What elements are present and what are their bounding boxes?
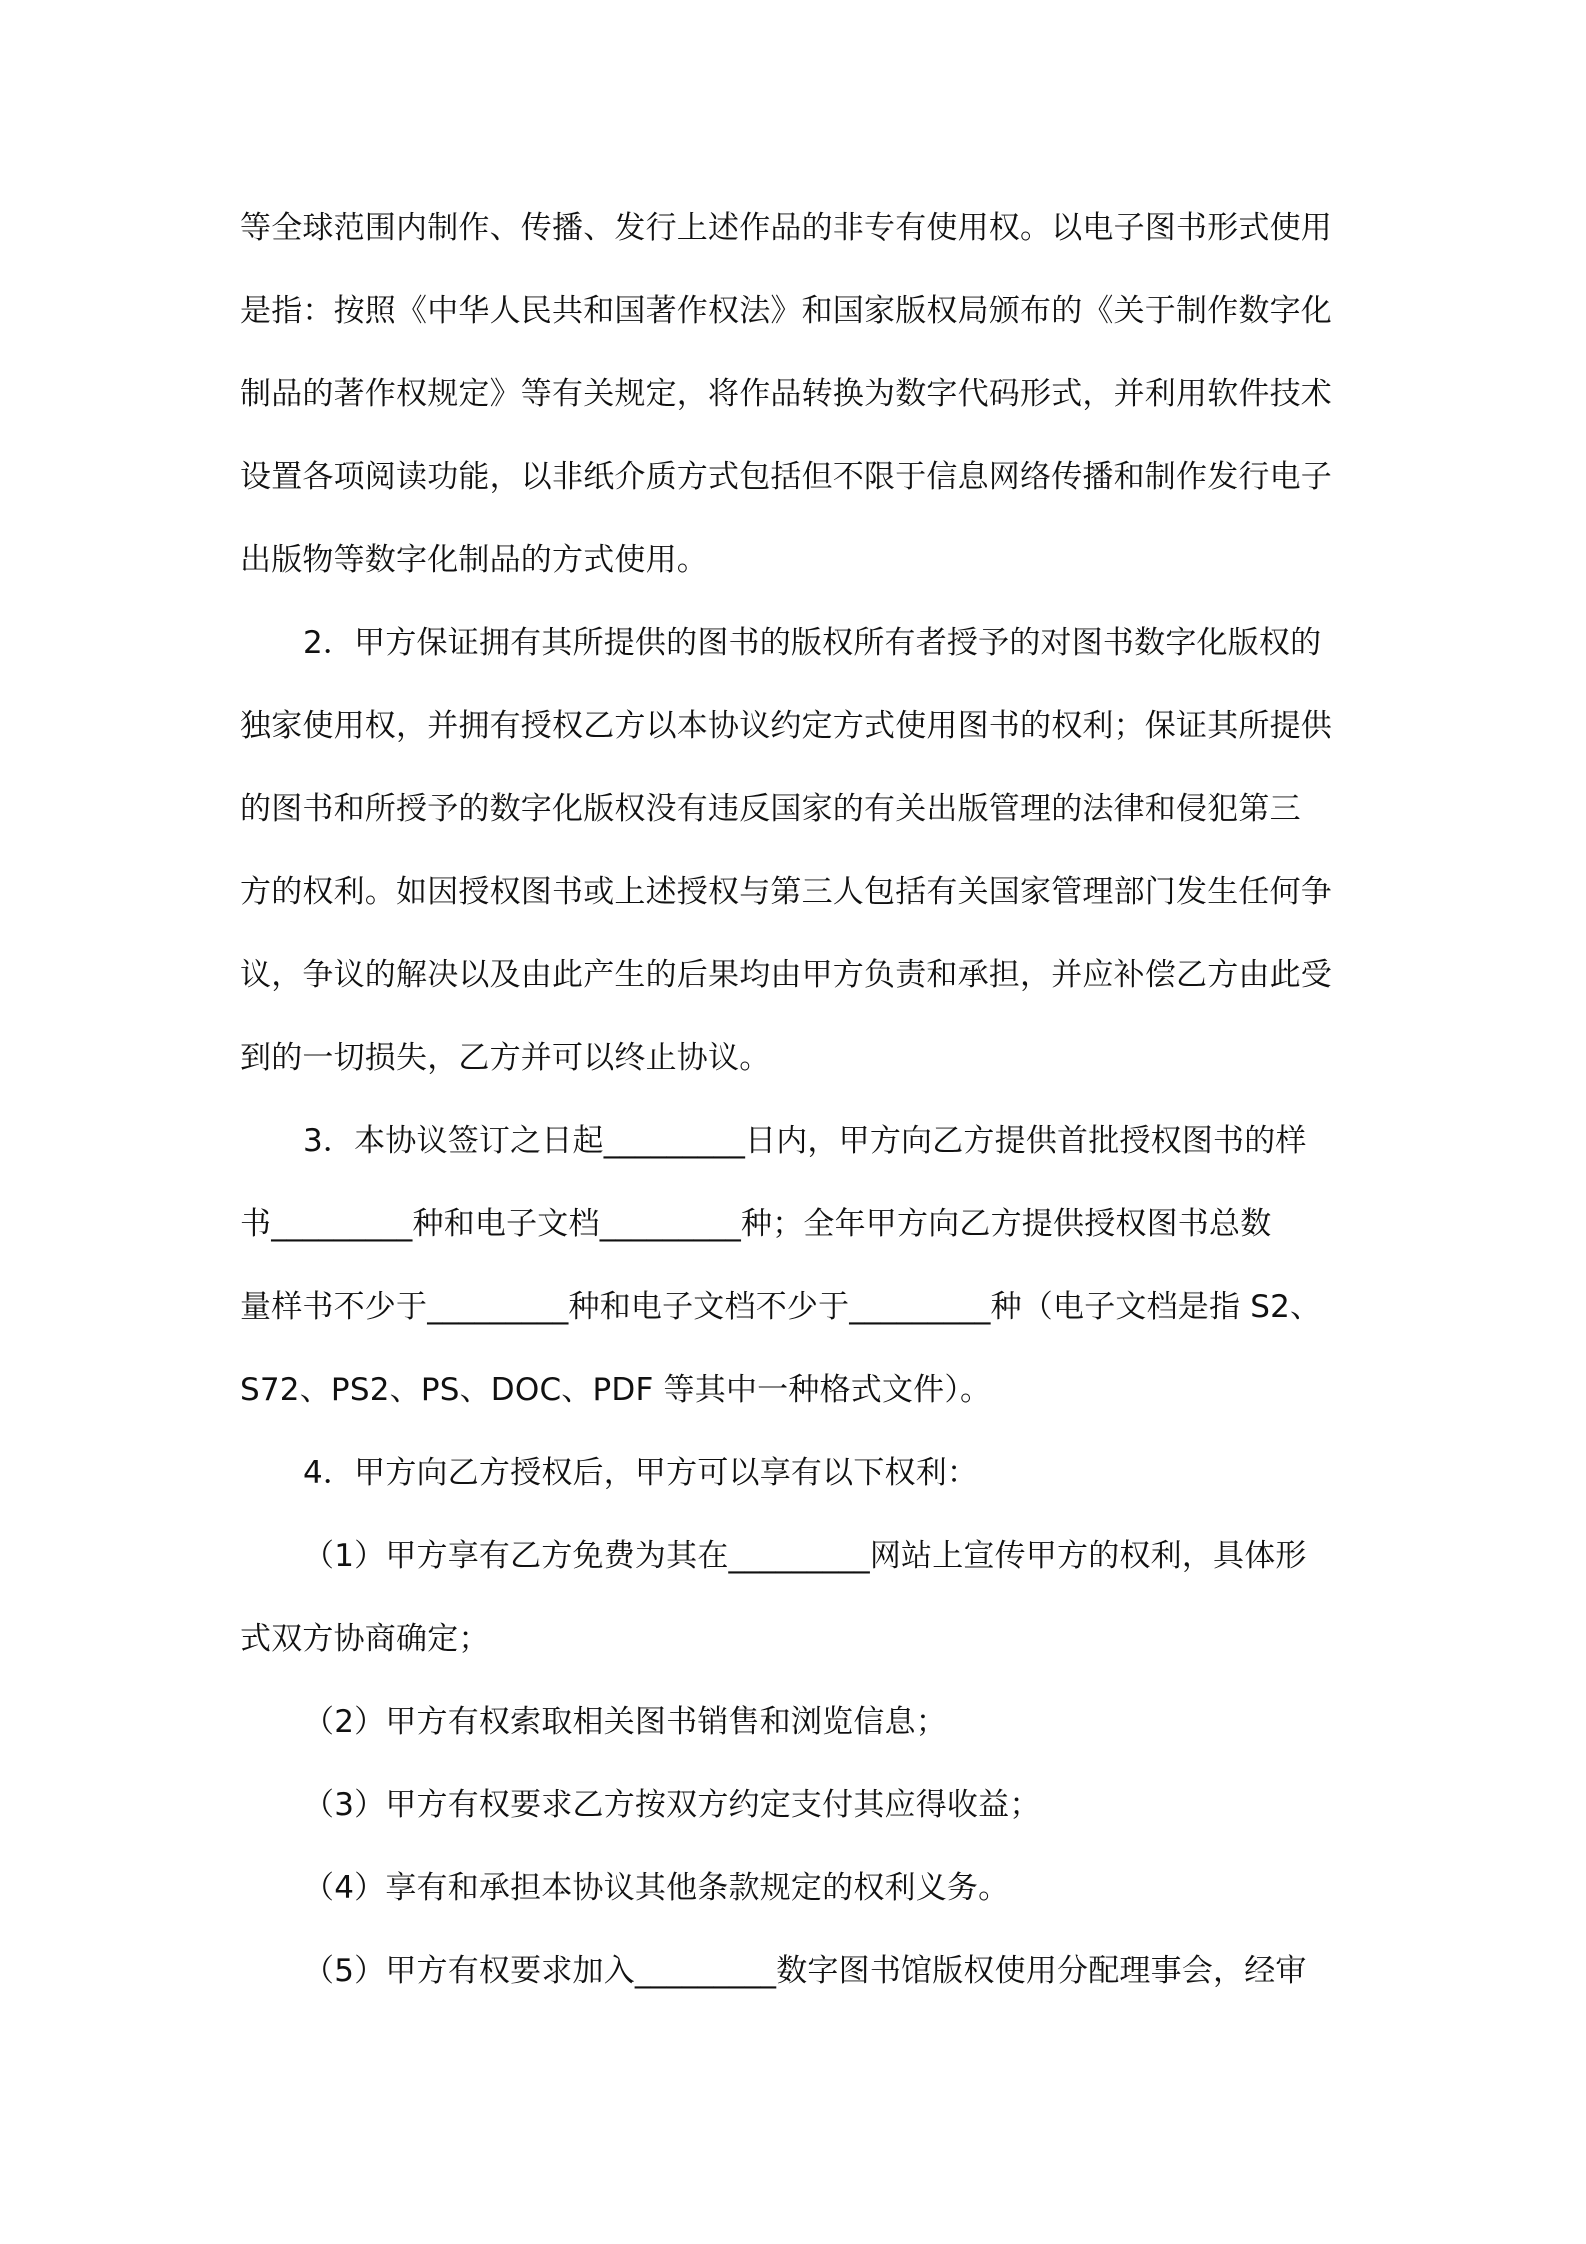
paragraph-line: 制品的著作权规定》等有关规定，将作品转换为数字代码形式，并利用软件技术 <box>240 376 1332 412</box>
sub-item-2: （2）甲方有权索取相关图书销售和浏览信息； <box>303 1704 947 1740</box>
sub-item-1-line: （1）甲方享有乙方免费为其在_________网站上宣传甲方的权利，具体形 <box>303 1538 1307 1574</box>
clause-3-line: 3．本协议签订之日起_________日内，甲方向乙方提供首批授权图书的样 <box>303 1123 1307 1159</box>
paragraph-line: 是指：按照《中华人民共和国著作权法》和国家版权局颁布的《关于制作数字化 <box>240 293 1332 329</box>
sub-item-5: （5）甲方有权要求加入_________数字图书馆版权使用分配理事会，经审 <box>303 1953 1307 1989</box>
clause-2-line: 议，争议的解决以及由此产生的后果均由甲方负责和承担，并应补偿乙方由此受 <box>240 957 1332 993</box>
clause-2-line: 2．甲方保证拥有其所提供的图书的版权所有者授予的对图书数字化版权的 <box>303 625 1322 661</box>
clause-4-heading: 4．甲方向乙方授权后，甲方可以享有以下权利： <box>303 1455 979 1491</box>
paragraph-line: 等全球范围内制作、传播、发行上述作品的非专有使用权。以电子图书形式使用 <box>240 210 1332 246</box>
clause-2-line: 方的权利。如因授权图书或上述授权与第三人包括有关国家管理部门发生任何争 <box>240 874 1332 910</box>
clause-3-line: 量样书不少于_________种和电子文档不少于_________种（电子文档是指 S2、 <box>240 1289 1322 1325</box>
clause-2-line: 独家使用权，并拥有授权乙方以本协议约定方式使用图书的权利；保证其所提供 <box>240 708 1332 744</box>
paragraph-line: 出版物等数字化制品的方式使用。 <box>240 542 708 578</box>
paragraph-line: 设置各项阅读功能，以非纸介质方式包括但不限于信息网络传播和制作发行电子 <box>240 459 1332 495</box>
clause-3-line: 书_________种和电子文档_________种；全年甲方向乙方提供授权图书总数 <box>240 1206 1272 1242</box>
sub-item-3: （3）甲方有权要求乙方按双方约定支付其应得收益； <box>303 1787 1041 1823</box>
clause-2-line: 到的一切损失，乙方并可以终止协议。 <box>240 1040 771 1076</box>
sub-item-4: （4）享有和承担本协议其他条款规定的权利义务。 <box>303 1870 1010 1906</box>
sub-item-1-line: 式双方协商确定； <box>240 1621 490 1657</box>
clause-3-line: S72、PS2、PS、DOC、PDF 等其中一种格式文件）。 <box>240 1372 992 1408</box>
clause-2-line: 的图书和所授予的数字化版权没有违反国家的有关出版管理的法律和侵犯第三 <box>240 791 1301 827</box>
